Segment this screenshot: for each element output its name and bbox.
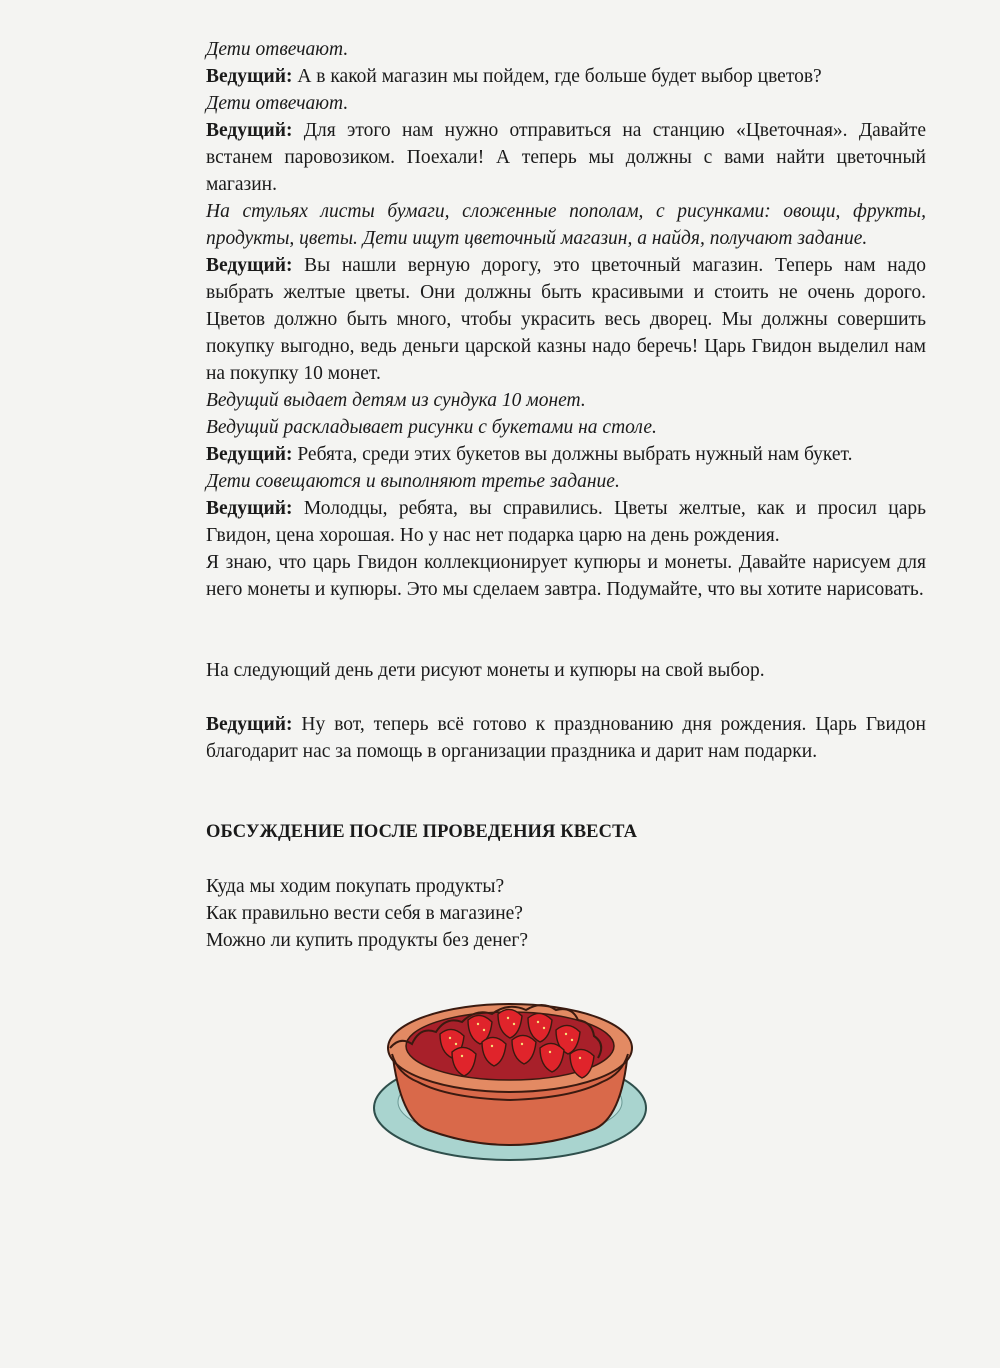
spacer: [206, 846, 926, 873]
stage-direction: Дети отвечают.: [206, 93, 349, 114]
speaker-label: Ведущий:: [206, 120, 293, 141]
speaker-label: Ведущий:: [206, 444, 293, 465]
stage-direction: Дети отвечают.: [206, 39, 349, 60]
stage-direction: Ведущий выдает детям из сундука 10 монет.: [206, 390, 586, 411]
spacer: [206, 603, 926, 630]
dialogue-paragraph: [206, 252, 926, 387]
question-item: Куда мы ходим покупать продукты?: [206, 876, 505, 897]
dialogue-text: Ну вот, теперь всё готово к празднованию дня рождения. Царь Гвидон благодарит нас за помощь в организации праздника и дарит нам подарки.: [206, 714, 926, 762]
speaker-label: Ведущий:: [206, 66, 293, 87]
dialogue-paragraph: [206, 711, 926, 765]
dialogue-text: Молодцы, ребята, вы справились. Цветы желтые, как и просил царь Гвидон, цена хорошая. Но у нас нет подарка царю на день рождения.: [206, 498, 926, 546]
dialogue-paragraph: [206, 117, 926, 198]
document-body: [206, 36, 926, 954]
speaker-label: Ведущий:: [206, 498, 293, 519]
question-item: Можно ли купить продукты без денег?: [206, 930, 529, 951]
dialogue-text: Ребята, среди этих букетов вы должны выбрать нужный нам букет.: [297, 444, 853, 465]
speaker-label: Ведущий:: [206, 714, 293, 735]
spacer: [206, 630, 926, 657]
text-paragraph: На следующий день дети рисуют монеты и купюры на свой выбор.: [206, 660, 765, 681]
speaker-label: Ведущий:: [206, 255, 293, 276]
section-heading: ОБСУЖДЕНИЕ ПОСЛЕ ПРОВЕДЕНИЯ КВЕСТА: [206, 822, 638, 842]
spacer: [206, 792, 926, 819]
dialogue-paragraph: [206, 441, 926, 468]
dialogue-text: А в какой магазин мы пойдем, где больше будет выбор цветов?: [297, 66, 822, 87]
strawberry-pie-illustration: [370, 990, 650, 1165]
stage-direction: Ведущий раскладывает рисунки с букетами на столе.: [206, 417, 657, 438]
dialogue-paragraph: [206, 495, 926, 549]
spacer: [206, 765, 926, 792]
spacer: [206, 684, 926, 711]
stage-direction: На стульях листы бумаги, сложенные пополам, с рисунками: овощи, фрукты, продукты, цветы. Дети ищут цветочный магазин, а найдя, получают задание.: [206, 201, 926, 249]
stage-direction: Дети совещаются и выполняют третье задание.: [206, 471, 620, 492]
dialogue-paragraph: [206, 63, 926, 90]
dialogue-text: Вы нашли верную дорогу, это цветочный магазин. Теперь нам надо выбрать желтые цветы. Они должны быть красивыми и стоить не очень дорого. Цветов должно быть много, чтобы украсить весь дворец. Мы должны совершить покупку выгодно, ведь деньги царской казны надо беречь! Царь Гвидон выделил нам на покупку 10 монет.: [206, 255, 927, 384]
question-item: Как правильно вести себя в магазине?: [206, 903, 523, 924]
dialogue-text: Для этого нам нужно отправиться на станцию «Цветочная». Давайте встанем паровозиком. Поехали! А теперь мы должны с вами найти цветочный магазин.: [206, 120, 927, 195]
text-paragraph: Я знаю, что царь Гвидон коллекционирует купюры и монеты. Давайте нарисуем для него монеты и купюры. Это мы сделаем завтра. Подумайте, что вы хотите нарисовать.: [206, 552, 926, 600]
